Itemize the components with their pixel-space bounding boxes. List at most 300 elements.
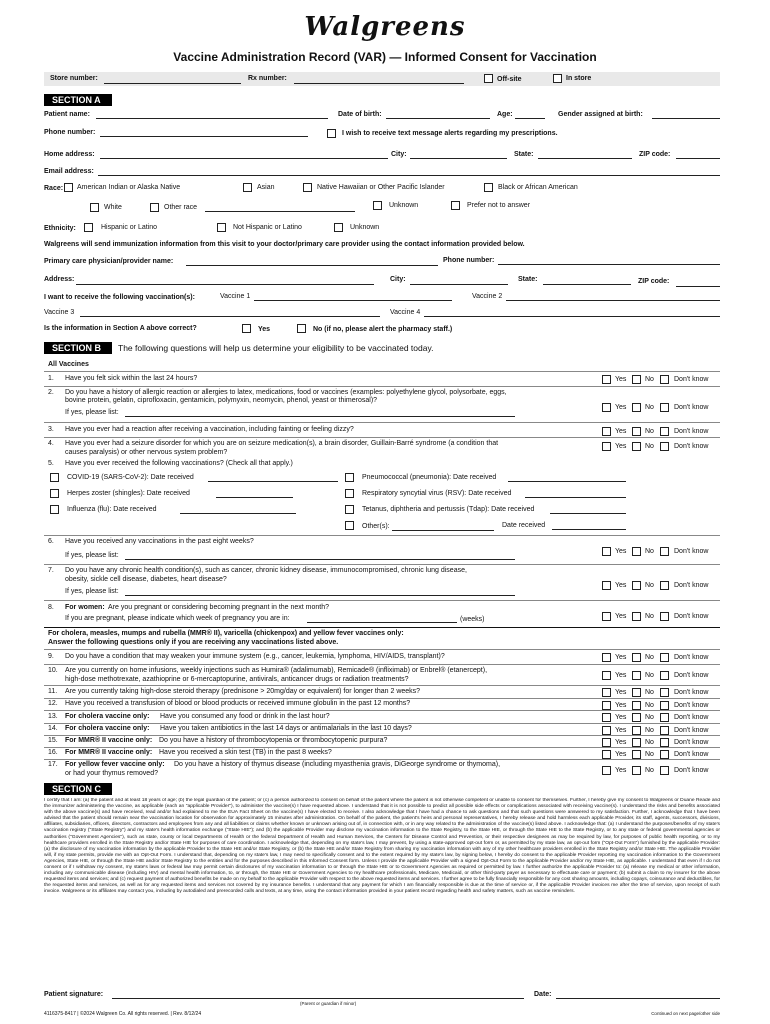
email-label: Email address: (44, 168, 94, 175)
q16-no-checkbox[interactable] (632, 750, 641, 759)
q7-dont-know-label: Don't know (674, 582, 709, 589)
q5-pneumococcal-date-field[interactable] (508, 481, 626, 482)
q7-dont-know-checkbox[interactable] (660, 581, 669, 590)
q12-dont-know-checkbox[interactable] (660, 701, 669, 710)
q3-yes-label: Yes (615, 428, 627, 435)
race-label: Race: (44, 185, 64, 192)
q9-no-checkbox[interactable] (632, 653, 641, 662)
pcp-city-field[interactable] (410, 284, 508, 285)
q5-tdap-checkbox[interactable] (345, 505, 354, 514)
race-unknown-checkbox[interactable] (373, 201, 382, 210)
q13-yes-checkbox[interactable] (602, 713, 611, 722)
eth-hispanic-label: Hispanic or Latino (101, 224, 158, 231)
q6-yes-checkbox[interactable] (602, 547, 611, 556)
rx-number-field[interactable] (294, 83, 464, 84)
state-label: State: (514, 151, 534, 158)
q17-bold-prefix: For yellow fever vaccine only: (65, 761, 165, 768)
offsite-checkbox[interactable] (484, 74, 493, 83)
q2-text-1: Do you have a history of allergic reaction or allergies to latex, medications, food or vaccines (examples: polyethylene glycol, polysorbate, eggs, (65, 389, 507, 396)
q10-yes-checkbox[interactable] (602, 671, 611, 680)
state-field[interactable] (538, 158, 632, 159)
q6-list-field[interactable] (125, 559, 515, 560)
q5-text: Have you ever received the following vaccinations? (Check all that apply.) (65, 460, 293, 467)
q5-other-date-field[interactable] (552, 529, 626, 530)
q8-bold-prefix: For women: (65, 604, 105, 611)
race-asian-label: Asian (257, 184, 275, 191)
patient-name-field[interactable] (96, 118, 328, 119)
q4-text-2: causes paralysis) or other nervous system problem? (65, 449, 228, 456)
vaccine-2-label: Vaccine 2 (472, 293, 503, 300)
q2-answers (600, 402, 720, 412)
q17-no-label: No (645, 767, 654, 774)
gender-label: Gender assigned at birth: (558, 111, 643, 118)
q5-shingles-date-field[interactable] (216, 497, 293, 498)
page-title: Vaccine Administration Record (VAR) — Informed Consent for Vaccination (173, 50, 597, 64)
store-number-field[interactable] (104, 83, 241, 84)
q14-yes-checkbox[interactable] (602, 726, 611, 735)
walgreens-logo: Walgreens (304, 12, 466, 42)
q15-yes-checkbox[interactable] (602, 738, 611, 747)
vaccine-3-label: Vaccine 3 (44, 309, 75, 316)
race-unknown-label: Unknown (389, 202, 419, 209)
q15-no-label: No (645, 739, 654, 746)
q5-other-checkbox[interactable] (345, 521, 354, 530)
q1-yes-checkbox[interactable] (602, 375, 611, 384)
race-nhopi-label: Native Hawaiian or Other Pacific Islander (317, 184, 445, 191)
eth-unknown-checkbox[interactable] (334, 223, 343, 232)
q7-yes-label: Yes (615, 582, 627, 589)
all-vaccines-label: All Vaccines (48, 361, 89, 368)
phone-field[interactable] (100, 136, 308, 137)
q12-number: 12. (48, 700, 58, 707)
q1-dont-know-label: Don't know (674, 376, 709, 383)
q6-no-checkbox[interactable] (632, 547, 641, 556)
section-b-header: SECTION B (44, 342, 112, 354)
footer-copyright: 4116375-8417 | ©2024 Walgreen Co. All rights reserved. | Rev. 8/12/24 (44, 1011, 202, 1017)
correct-yes-label: Yes (258, 326, 271, 333)
q13-dont-know-label: Don't know (674, 714, 709, 721)
q6-text-2: If yes, please list: (65, 552, 119, 559)
q2-yes-checkbox[interactable] (602, 403, 611, 412)
q17-dont-know-checkbox[interactable] (660, 766, 669, 775)
q14-bold-prefix: For cholera vaccine only: (65, 725, 150, 732)
race-black-label: Black or African American (498, 184, 578, 191)
footer-continued: Continued on next page/other side (651, 1011, 720, 1016)
q5-flu-checkbox[interactable] (50, 505, 59, 514)
q3-no-checkbox[interactable] (632, 427, 641, 436)
q10-text-2: high-dose methotrexate, azathioprine or 6-mercaptopurine, antivirals, anticancer drugs or radiation treatments? (65, 676, 409, 683)
pcp-address-field[interactable] (76, 284, 374, 285)
vaccine-2-field[interactable] (506, 300, 720, 301)
q1-no-checkbox[interactable] (632, 375, 641, 384)
pcp-notice: Walgreens will send immunization information from this visit to your doctor/primary care provider using the contact information provided below. (44, 241, 525, 248)
q2-number: 2. (48, 389, 54, 396)
q13-no-label: No (645, 714, 654, 721)
q13-dont-know-checkbox[interactable] (660, 713, 669, 722)
divider (44, 422, 720, 423)
q6-dont-know-label: Don't know (674, 548, 709, 555)
q16-number: 16. (48, 749, 58, 756)
q9-text: Do you have a condition that may weaken your immune system (e.g., cancer, leukemia, lymphoma, HIV/AIDS, transplant)? (65, 653, 445, 660)
q4-no-checkbox[interactable] (632, 442, 641, 451)
pcp-address-label: Address: (44, 276, 75, 283)
q7-no-checkbox[interactable] (632, 581, 641, 590)
q5-other-date-label: Date received (502, 522, 546, 529)
vaccine-4-label: Vaccine 4 (390, 309, 421, 316)
q5-covid-label: COVID-19 (SARS-CoV-2): Date received (67, 474, 194, 481)
zip-label: ZIP code: (639, 151, 671, 158)
patient-name-label: Patient name: (44, 111, 90, 118)
q11-no-checkbox[interactable] (632, 688, 641, 697)
q16-no-label: No (645, 751, 654, 758)
q15-no-checkbox[interactable] (632, 738, 641, 747)
q4-yes-label: Yes (615, 443, 627, 450)
want-vaccinations-label: I want to receive the following vaccination(s): (44, 294, 195, 301)
divider (44, 698, 720, 699)
q3-no-label: No (645, 428, 654, 435)
eth-hispanic-checkbox[interactable] (84, 223, 93, 232)
q14-no-checkbox[interactable] (632, 726, 641, 735)
q4-answers (600, 441, 720, 451)
q3-dont-know-label: Don't know (674, 428, 709, 435)
q14-dont-know-label: Don't know (674, 727, 709, 734)
q17-no-checkbox[interactable] (632, 766, 641, 775)
q16-yes-label: Yes (615, 751, 627, 758)
q14-dont-know-checkbox[interactable] (660, 726, 669, 735)
q5-rsv-date-field[interactable] (525, 497, 626, 498)
q8-dont-know-label: Don't know (674, 613, 709, 620)
q16-dont-know-checkbox[interactable] (660, 750, 669, 759)
q9-number: 9. (48, 653, 54, 660)
race-nhopi-checkbox[interactable] (303, 183, 312, 192)
q16-dont-know-label: Don't know (674, 751, 709, 758)
q6-answers (600, 546, 720, 556)
q14-answers (600, 725, 720, 735)
q15-answers (600, 737, 720, 747)
q7-no-label: No (645, 582, 654, 589)
q6-number: 6. (48, 538, 54, 545)
city-field[interactable] (410, 158, 507, 159)
q9-no-label: No (645, 654, 654, 661)
home-address-label: Home address: (44, 151, 95, 158)
q1-yes-label: Yes (615, 376, 627, 383)
q3-yes-checkbox[interactable] (602, 427, 611, 436)
race-aian-label: American Indian or Alaska Native (77, 184, 181, 191)
q10-number: 10. (48, 667, 58, 674)
q10-text-1: Are you currently on home infusions, weekly injections such as Humira® (adalimumab), Remicade® (infliximab) or Enbrel® (etanercept), (65, 667, 488, 674)
q10-yes-label: Yes (615, 672, 627, 679)
q13-text: Have you consumed any food or drink in the last hour? (160, 713, 330, 720)
q5-tdap-label: Tetanus, diphtheria and pertussis (Tdap): Date received (362, 506, 535, 513)
correct-no-checkbox[interactable] (297, 324, 306, 333)
q14-number: 14. (48, 725, 58, 732)
race-other-label: Other race (164, 204, 198, 211)
q16-text: Have you received a skin test (TB) in the past 8 weeks? (159, 749, 332, 756)
q17-text-1: Do you have a history of thymus disease (including myasthenia gravis, DiGeorge syndrome or thymoma), (174, 761, 501, 768)
city-label: City: (391, 151, 407, 158)
text-alerts-checkbox[interactable] (327, 129, 336, 138)
q12-no-checkbox[interactable] (632, 701, 641, 710)
divider (44, 564, 720, 565)
divider (44, 664, 720, 665)
consent-text: I certify that I am: (a) the patient and at least 18 years of age; (b) the legal guardian of the patient; or (c) a person authorized to consent on behalf of the patient where the patient is not otherwise competent or unable to consent for themselves. Further, I hereby give my consent to Walgreens or Duane Reade and the immunizer administering the vaccine, as applicable (each an "applicable Provider"), to administer the vaccine(s) I have requested above. I understand that it is not possible to predict all possible side effects or complications associated with receiving vaccine(s). I understand the risks and benefits associated with the above vaccine(s) and have received, read and/or had explained to me the EUA Fact Sheet on the vaccine(s) I have elected to receive. I also acknowledge that I have had a chance to ask questions and that such questions were answered to my satisfaction. Further, I acknowledge that I have been advised that the patient should remain near the vaccination location for observation for approximately 15 minutes after administration. On behalf of the patient, the patient's heirs and personal representatives, I hereby release and hold harmless each applicable Provider, its staff, agents, successors, divisions, affiliates, subsidiaries, officers, directors, contractors and employees from any and all liabilities or claims whether known or unknown arising out of, in connection with, or in any way related to the administration of the vaccine(s) listed above. I acknowledge that: (a) I understand the purposes/benefits of my state's vaccination registry ("State Registry") and my state's health information exchange ("State HIE"); and (b) the applicable Provider may disclose my vaccination information to the State Registry, to the State HIE, or through the State HIE to the State Registry, or to any state or federal governmental agencies or authorities ("Government Agencies"), such as state, county or local Departments of Health or the federal Department of Health and Human Services, the Centers for Disease Control and Prevention, or their respective designees as may be required by law, for purposes of public health reporting, or to my healthcare providers enrolled in the State Registry and/or State HIE for purposes of care coordination. I acknowledge that, depending on my state's law, I may prevent, by using a state-approved opt-out form or, as permitted by my state law, an opt-out form ("Opt-Out Form") furnished by the applicable Provider: (a) the disclosure of my vaccination information by the applicable Provider to the State HIE and/or State Registry, or (b) the State HIE and/or State Registry from sharing my vaccination information with any of my other healthcare providers enrolled in the State Registry and/or State HIE. The applicable Provider will, if my state permits, provide me with an Opt-Out Form. I understand that, depending on my state's law, I may need to specifically consent and to the extent required by my state's law, by signing below, I hereby do consent to the applicable Provider reporting my vaccination information to the Government Agencies, State HIE, or through the State HIE and/or State Registry to the entities and for the purposes described in this Informed Consent form. Unless I provide the applicable Provider with a signed Opt-Out Form to the applicable Provider and/or my State HIE, as applicable. I understand that even if I do not consent or if I withdraw my consent, my state's laws or federal law may permit certain disclosures of my vaccination information to or through the State HIE or to Government Agencies as required or permitted by law. I further authorize the applicable Provider to: (a) release my medical or other information, including any communicable disease (including HIV) and mental health information, to, or through, the State HIE or Government Agencies to my healthcare professionals, Medicare, Medicaid, or other third-party payer as necessary to effectuate care or payment; (b) submit a claim to my insurer for the above requested items and services; and (c) request payment of authorized benefits be made on my behalf to the applicable Provider with respect to the above requested items and services. I further agree to be fully financially responsible for any cost sharing amounts, including copays, coinsurance and deductibles, for the requested items and services, as well as for any requested items and services not covered by my insurance benefits. I understand that any payment for which I am financially responsible is due at the time of service or, if the applicable Provider invoices me after the time of service, upon receipt of such invoice. Walgreens or its affiliates may contact you, including by autodialed and prerecorded calls and texts, at any time, using the contact information provided in your patient record regarding health and safety matters, such as vaccine reminders. (44, 798, 720, 895)
q8-yes-checkbox[interactable] (602, 612, 611, 621)
q14-yes-label: Yes (615, 727, 627, 734)
q15-text: Do you have a history of thrombocytopenia or thrombocytopenic purpura? (159, 737, 388, 744)
race-asian-checkbox[interactable] (243, 183, 252, 192)
q13-bold-prefix: For cholera vaccine only: (65, 713, 150, 720)
q12-dont-know-label: Don't know (674, 702, 709, 709)
q10-answers (600, 670, 720, 680)
q6-yes-label: Yes (615, 548, 627, 555)
q5-other-field[interactable] (392, 530, 494, 531)
q12-no-label: No (645, 702, 654, 709)
divider (44, 735, 720, 736)
eth-unknown-label: Unknown (350, 224, 380, 231)
divider (44, 627, 720, 628)
q17-answers (600, 765, 720, 775)
date-label: Date: (534, 991, 552, 998)
mmr-header-2: Answer the following questions only if you are receiving any vaccinations listed above. (48, 639, 339, 646)
vaccine-1-field[interactable] (254, 300, 452, 301)
q11-yes-checkbox[interactable] (602, 688, 611, 697)
pcp-zip-label: ZIP code: (638, 278, 670, 285)
race-black-checkbox[interactable] (484, 183, 493, 192)
q15-dont-know-label: Don't know (674, 739, 709, 746)
q16-answers (600, 749, 720, 759)
q11-answers (600, 687, 720, 697)
pcp-name-field[interactable] (186, 265, 438, 266)
q4-dont-know-label: Don't know (674, 443, 709, 450)
phone-label: Phone number: (44, 129, 96, 136)
age-field[interactable] (515, 118, 545, 119)
q8-no-label: No (645, 613, 654, 620)
race-white-checkbox[interactable] (90, 203, 99, 212)
q13-number: 13. (48, 713, 58, 720)
in-store-checkbox[interactable] (553, 74, 562, 83)
q10-dont-know-checkbox[interactable] (660, 671, 669, 680)
q8-answers (600, 611, 720, 621)
correct-question: Is the information in Section A above correct? (44, 325, 197, 332)
q17-yes-checkbox[interactable] (602, 766, 611, 775)
q3-dont-know-checkbox[interactable] (660, 427, 669, 436)
q7-answers (600, 580, 720, 590)
eth-not-hispanic-checkbox[interactable] (217, 223, 226, 232)
q5-rsv-label: Respiratory syncytial virus (RSV): Date received (362, 490, 512, 497)
pcp-state-field[interactable] (543, 284, 631, 285)
q10-no-checkbox[interactable] (632, 671, 641, 680)
q17-number: 17. (48, 761, 58, 768)
q11-dont-know-checkbox[interactable] (660, 688, 669, 697)
correct-no-label: No (if no, please alert the pharmacy staff.) (313, 326, 453, 333)
mmr-header-1: For cholera, measles, mumps and rubella (MMR® II), varicella (chickenpox) and yellow fever vaccines only: (48, 630, 404, 637)
q1-number: 1. (48, 375, 54, 382)
q5-shingles-label: Herpes zoster (shingles): Date received (67, 490, 190, 497)
q4-no-label: No (645, 443, 654, 450)
q7-number: 7. (48, 567, 54, 574)
q15-yes-label: Yes (615, 739, 627, 746)
vaccine-3-field[interactable] (80, 316, 380, 317)
q11-text: Are you currently taking high-dose steroid therapy (prednisone > 20mg/day or equivalent) for longer than 2 weeks? (65, 688, 421, 695)
section-c-header: SECTION C (44, 783, 112, 795)
q14-no-label: No (645, 727, 654, 734)
date-field[interactable] (556, 998, 720, 999)
q6-dont-know-checkbox[interactable] (660, 547, 669, 556)
q7-text-1: Do you have any chronic health condition(s), such as cancer, chronic kidney disease, immunocompromised, chronic lung disease, (65, 567, 467, 574)
divider (44, 371, 720, 372)
pcp-state-label: State: (518, 276, 538, 283)
q8-weeks-field[interactable] (307, 622, 457, 623)
in-store-label: In store (566, 75, 592, 82)
q17-yes-label: Yes (615, 767, 627, 774)
q6-text-1: Have you received any vaccinations in the past eight weeks? (65, 538, 254, 545)
eth-not-hispanic-label: Not Hispanic or Latino (233, 224, 302, 231)
q13-no-checkbox[interactable] (632, 713, 641, 722)
rx-number-label: Rx number: (248, 75, 287, 82)
q5-flu-date-field[interactable] (180, 513, 296, 514)
section-a-header: SECTION A (44, 94, 112, 106)
q12-answers (600, 700, 720, 710)
vaccine-4-field[interactable] (424, 316, 720, 317)
q11-no-label: No (645, 689, 654, 696)
race-other-field[interactable] (205, 211, 355, 212)
q14-text: Have you taken antibiotics in the last 14 days or antimalarials in the last 10 days? (160, 725, 412, 732)
q17-text-2: or had your thymus removed? (65, 770, 158, 777)
pcp-zip-field[interactable] (676, 286, 720, 287)
q9-answers (600, 652, 720, 662)
q2-yes-label: Yes (615, 404, 627, 411)
q9-yes-checkbox[interactable] (602, 653, 611, 662)
q15-number: 15. (48, 737, 58, 744)
q7-text-3: If yes, please list: (65, 588, 119, 595)
race-other-checkbox[interactable] (150, 203, 159, 212)
q2-dont-know-checkbox[interactable] (660, 403, 669, 412)
q5-pneumococcal-checkbox[interactable] (345, 473, 354, 482)
q12-yes-checkbox[interactable] (602, 701, 611, 710)
divider (44, 437, 720, 438)
signature-label: Patient signature: (44, 991, 104, 998)
q16-bold-prefix: For MMR® II vaccine only: (65, 749, 153, 756)
q7-text-2: obesity, sickle cell disease, diabetes, heart disease? (65, 576, 227, 583)
q8-no-checkbox[interactable] (632, 612, 641, 621)
q5-rsv-checkbox[interactable] (345, 489, 354, 498)
zip-field[interactable] (676, 158, 720, 159)
q8-text-1: Are you pregnant or considering becoming pregnant in the next month? (108, 604, 330, 611)
dob-field[interactable] (386, 118, 490, 119)
divider (44, 710, 720, 711)
q5-tdap-date-field[interactable] (550, 513, 626, 514)
q4-text-1: Have you ever had a seizure disorder for which you are on seizure medication(s), a brain disorder, Guillain-Barré syndrome (a condition that (65, 440, 499, 447)
q15-bold-prefix: For MMR® II vaccine only: (65, 737, 153, 744)
q10-no-label: No (645, 672, 654, 679)
q10-dont-know-label: Don't know (674, 672, 709, 679)
race-aian-checkbox[interactable] (64, 183, 73, 192)
divider (44, 759, 720, 760)
divider (44, 600, 720, 601)
divider (44, 723, 720, 724)
pcp-phone-label: Phone number: (443, 257, 495, 264)
text-alerts-label: I wish to receive text message alerts regarding my prescriptions. (342, 130, 558, 137)
offsite-label: Off-site (497, 76, 522, 83)
q9-yes-label: Yes (615, 654, 627, 661)
section-b-intro: The following questions will help us determine your eligibility to be vaccinated today. (118, 343, 434, 353)
q8-text-2: If you are pregnant, please indicate which week of pregnancy you are in: (65, 615, 290, 622)
pcp-phone-field[interactable] (498, 264, 720, 265)
race-prefer-not-label: Prefer not to answer (467, 202, 531, 209)
q11-yes-label: Yes (615, 689, 627, 696)
dob-label: Date of birth: (338, 111, 382, 118)
age-label: Age: (497, 111, 513, 118)
q5-flu-label: Influenza (flu): Date received (67, 506, 157, 513)
q13-yes-label: Yes (615, 714, 627, 721)
q2-no-checkbox[interactable] (632, 403, 641, 412)
q7-yes-checkbox[interactable] (602, 581, 611, 590)
q5-pneumococcal-label: Pneumococcal (pneumonia): Date received (362, 474, 497, 481)
q8-yes-label: Yes (615, 613, 627, 620)
q8-weeks-label: (weeks) (460, 616, 485, 623)
q15-dont-know-checkbox[interactable] (660, 738, 669, 747)
q3-number: 3. (48, 426, 54, 433)
q5-number: 5. (48, 460, 54, 467)
ethnicity-label: Ethnicity: (44, 225, 76, 232)
q3-answers (600, 426, 720, 436)
q4-number: 4. (48, 440, 54, 447)
q1-dont-know-checkbox[interactable] (660, 375, 669, 384)
q4-yes-checkbox[interactable] (602, 442, 611, 451)
q11-dont-know-label: Don't know (674, 689, 709, 696)
pcp-city-label: City: (390, 276, 406, 283)
home-address-field[interactable] (100, 158, 388, 159)
q9-dont-know-checkbox[interactable] (660, 653, 669, 662)
signature-subtext: (Parent or guardian if minor) (300, 1001, 357, 1006)
q12-text: Have you received a transfusion of blood or blood products or received immune globulin in the past 12 months? (65, 700, 411, 707)
q9-dont-know-label: Don't know (674, 654, 709, 661)
q5-covid-checkbox[interactable] (50, 473, 59, 482)
divider (44, 747, 720, 748)
q16-yes-checkbox[interactable] (602, 750, 611, 759)
q17-dont-know-label: Don't know (674, 767, 709, 774)
q2-dont-know-label: Don't know (674, 404, 709, 411)
q1-no-label: No (645, 376, 654, 383)
q5-covid-date-field[interactable] (208, 481, 338, 482)
race-white-label: White (104, 204, 122, 211)
q5-other-label: Other(s): (362, 523, 390, 530)
email-field[interactable] (98, 175, 720, 176)
q8-dont-know-checkbox[interactable] (660, 612, 669, 621)
q1-answers (600, 374, 720, 384)
q8-number: 8. (48, 604, 54, 611)
race-prefer-not-checkbox[interactable] (451, 201, 460, 210)
q6-no-label: No (645, 548, 654, 555)
q4-dont-know-checkbox[interactable] (660, 442, 669, 451)
q2-text-2: bovine protein, gelatin, ciprofloxacin, gentamicin, polymyxin, neomycin, phenol, yeast or thimerosal)? (65, 397, 378, 404)
q7-list-field[interactable] (125, 595, 515, 596)
q11-number: 11. (48, 688, 58, 695)
divider (44, 535, 720, 536)
signature-field[interactable] (112, 998, 524, 999)
correct-yes-checkbox[interactable] (242, 324, 251, 333)
q2-no-label: No (645, 404, 654, 411)
q1-text: Have you felt sick within the last 24 hours? (65, 375, 198, 382)
vaccine-1-label: Vaccine 1 (220, 293, 251, 300)
q12-yes-label: Yes (615, 702, 627, 709)
q2-text-3: If yes, please list: (65, 409, 119, 416)
q5-shingles-checkbox[interactable] (50, 489, 59, 498)
q2-list-field[interactable] (125, 416, 515, 417)
divider (44, 386, 720, 387)
gender-field[interactable] (652, 118, 720, 119)
pcp-name-label: Primary care physician/provider name: (44, 258, 174, 265)
